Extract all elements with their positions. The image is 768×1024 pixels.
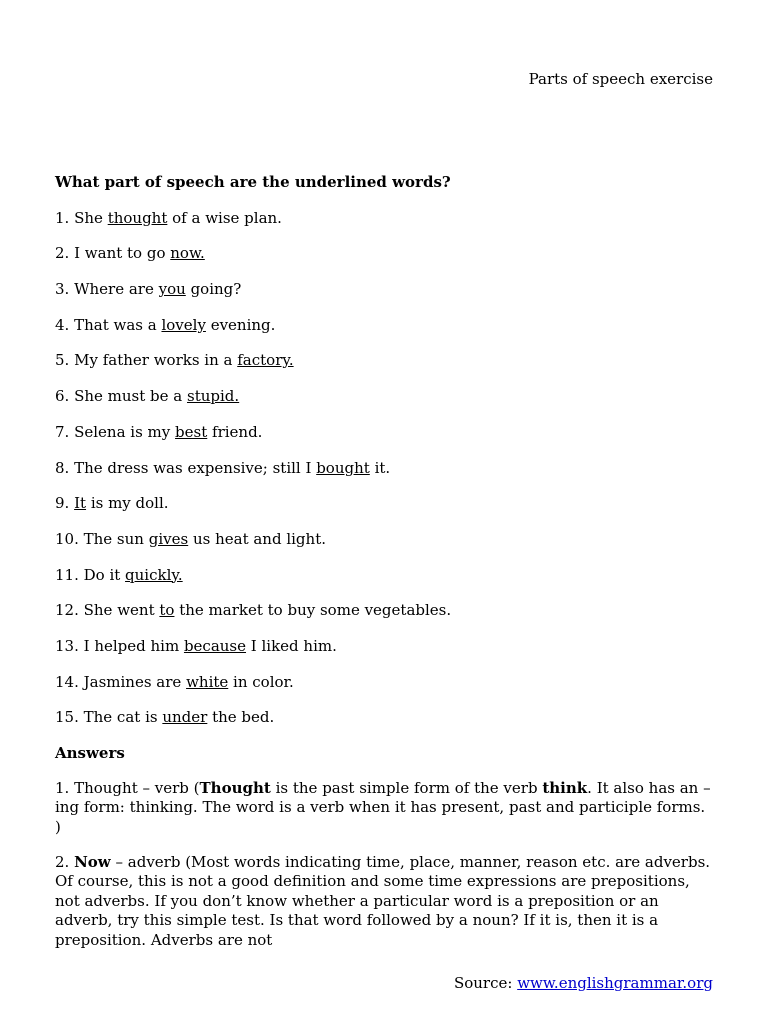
question-text: I helped him [83,636,184,655]
question-item [55,672,713,692]
underlined-word: stupid. [187,387,240,406]
question-number: 4. [55,315,75,334]
question-number: 5. [55,351,75,370]
question-number: 9. [55,494,75,513]
question-item [55,529,713,549]
question-item [55,636,713,656]
question-text: Jasmines are [83,672,187,691]
document-header [529,69,713,89]
answer-2 [55,853,713,951]
question-item [55,565,713,585]
underlined-word: you [158,280,186,299]
question-text: She must be a [74,387,188,406]
question-number: 8. [55,458,75,477]
question-text: evening. [205,315,276,334]
answer-1-text: . It also has an –ing form: thinking. The word is a verb when it has present, past and participle forms. ) [55,778,711,836]
question-text: My father works in a [74,351,238,370]
answer-1-text: is the past simple form of the verb [270,778,543,797]
question-text: Where are [74,280,159,299]
underlined-word: to [159,601,175,620]
question-number: 15. [55,708,84,727]
question-number: 12. [55,601,84,620]
underlined-word: under [162,708,208,727]
underlined-word: factory. [237,351,294,370]
document-body [55,172,713,950]
question-text: of a wise plan. [167,208,282,227]
source-label: Source: [453,974,518,992]
question-item [55,208,713,228]
underlined-word: lovely [161,315,206,334]
question-item [55,422,713,442]
document-footer [454,973,713,993]
question-number: 10. [55,529,84,548]
question-number: 3. [55,280,75,299]
question-text: going? [185,280,242,299]
question-text: friend. [207,422,263,441]
underlined-word: quickly. [125,565,183,584]
question-text: I liked him. [246,636,337,655]
exercise-heading: What part of speech are the underlined words? [55,173,451,191]
question-text: is my doll. [86,494,169,513]
question-text: She went [83,601,160,620]
question-text: Selena is my [74,422,176,441]
question-number: 7. [55,422,75,441]
question-number: 6. [55,387,75,406]
question-item [55,493,713,513]
answer-1 [55,779,713,838]
question-text: I want to go [74,244,171,263]
source-link[interactable]: www.englishgrammar.org [517,974,713,992]
question-item [55,707,713,727]
question-text: Do it [83,565,126,584]
underlined-word: thought [107,208,168,227]
question-text: in color. [228,672,294,691]
header-title: Parts of speech exercise [528,70,713,88]
question-item [55,386,713,406]
question-text: it. [369,458,391,477]
question-list [55,208,713,728]
question-text: The dress was expensive; still I [74,458,317,477]
underlined-word: white [186,672,229,691]
question-text: the bed. [207,708,275,727]
answer-2-bold-term: Now [74,852,111,871]
question-item [55,350,713,370]
question-item [55,243,713,263]
question-number: 13. [55,636,84,655]
question-number: 14. [55,672,84,691]
answer-2-text: 2. [55,852,75,871]
question-text: She [74,208,108,227]
underlined-word: best [175,422,208,441]
question-number: 1. [55,208,75,227]
answer-1-bold-term: Thought [199,778,271,797]
underlined-word: now. [170,244,205,263]
question-text: That was a [74,315,162,334]
question-item [55,315,713,335]
question-item [55,279,713,299]
question-item [55,458,713,478]
underlined-word: It [74,494,87,513]
underlined-word: because [183,636,247,655]
underlined-word: gives [148,529,189,548]
question-item [55,600,713,620]
question-text: the market to buy some vegetables. [174,601,452,620]
answer-1-text: 1. Thought – verb ( [55,778,200,797]
answer-2-text: – adverb (Most words indicating time, place, manner, reason etc. are adverbs. Of course, this is not a good definition and some time expressions are prepositions, not adverbs. If you don’t know whether a particular word is a preposition or an adverb, try this simple test. Is that word followed by a noun? If it is, then it is a preposition. Adverbs are not [55,852,711,949]
underlined-word: bought [316,458,370,477]
question-text: The sun [83,529,149,548]
question-number: 2. [55,244,75,263]
question-text: The cat is [83,708,163,727]
answer-1-bold-term: think [542,778,588,797]
question-number: 11. [55,565,84,584]
answers-heading: Answers [55,744,125,762]
question-text: us heat and light. [188,529,326,548]
